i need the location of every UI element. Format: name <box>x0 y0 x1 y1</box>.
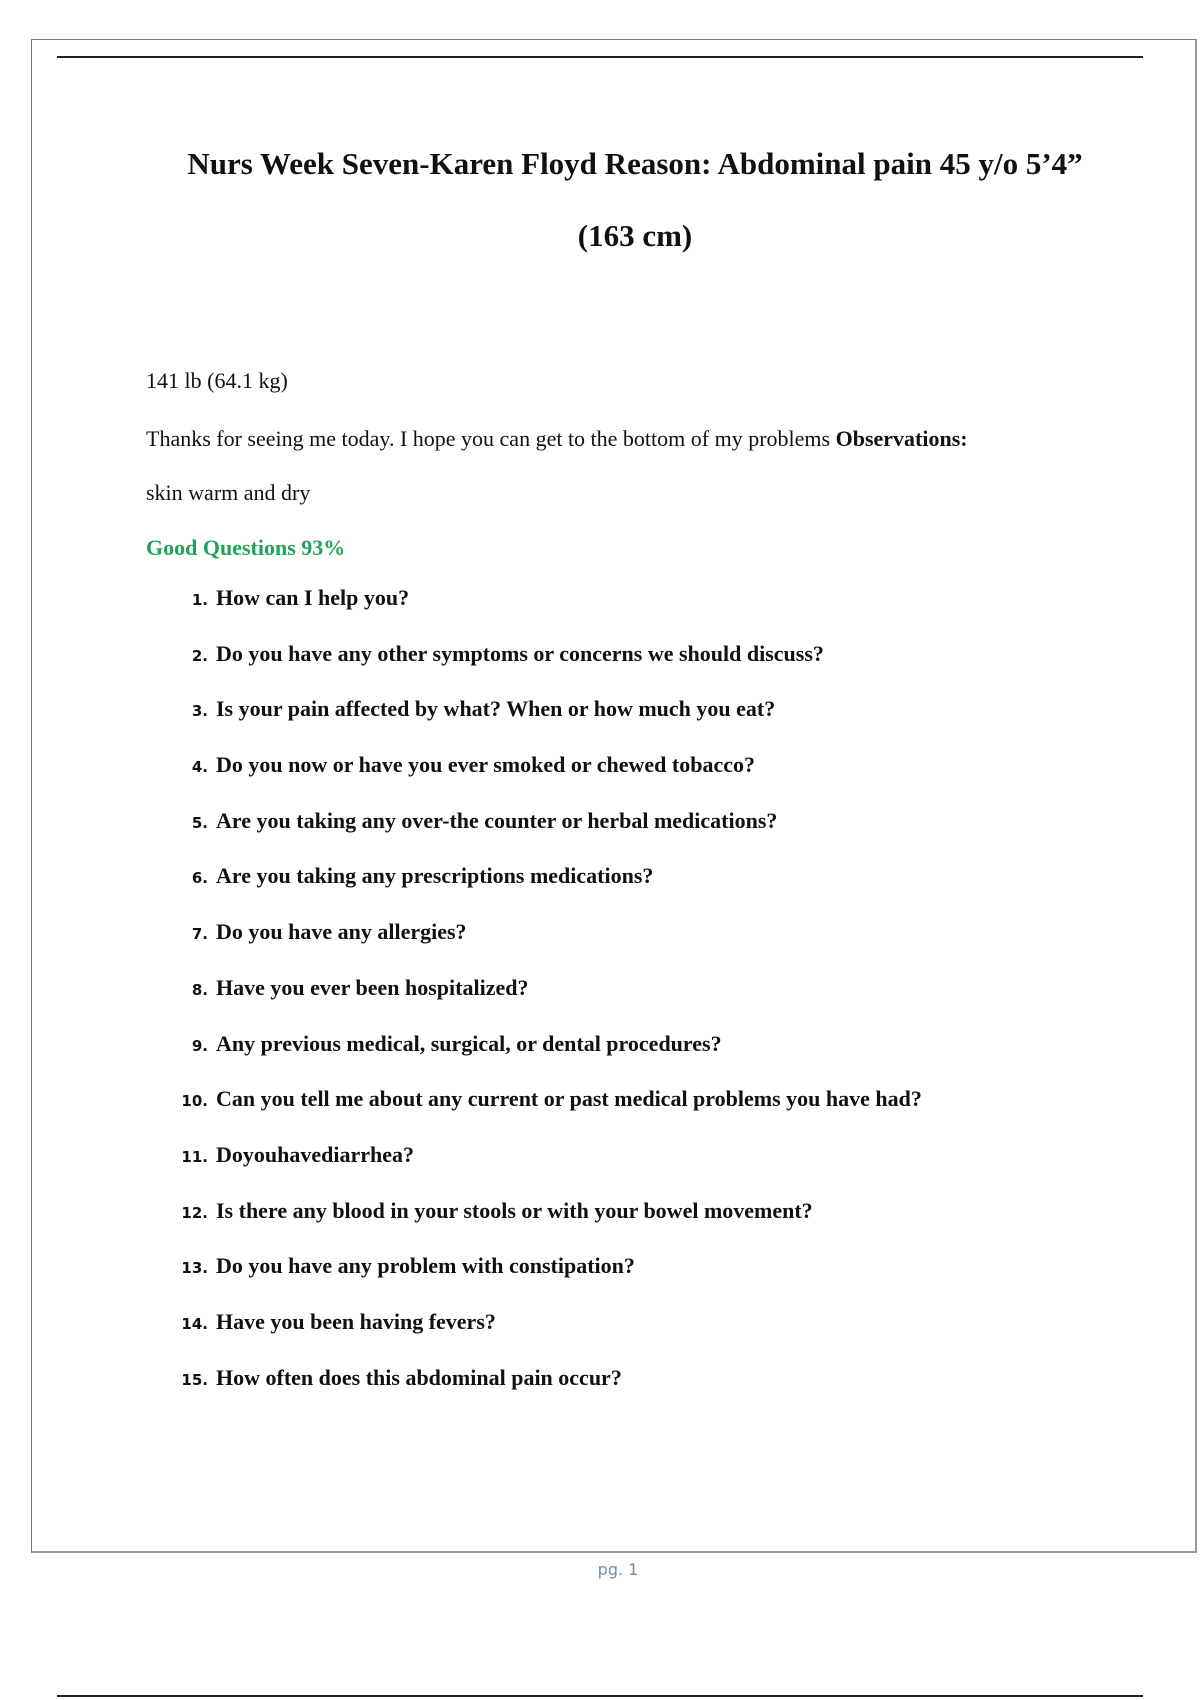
questions-list <box>146 585 922 1420</box>
question-number: 15. <box>181 1370 208 1389</box>
question-item <box>146 1365 922 1421</box>
question-text: Are you taking any over-the counter or herbal medications? <box>216 807 778 833</box>
question-number: 2. <box>191 646 208 665</box>
question-number: 4. <box>191 758 208 777</box>
question-item <box>146 808 922 864</box>
question-text: Doyouhavediarrhea? <box>216 1141 414 1167</box>
document-title-height: (163 cm) <box>577 218 693 253</box>
question-item <box>146 1198 922 1254</box>
question-number: 8. <box>191 980 208 999</box>
document-title: Nurs Week Seven-Karen Floyd Reason: Abdominal pain 45 y/o 5’4” <box>187 146 1083 181</box>
question-text: Do you have any other symptoms or concerns we should discuss? <box>216 640 824 666</box>
patient-greeting <box>146 426 968 452</box>
question-text: Do you now or have you ever smoked or chewed tobacco? <box>216 752 755 778</box>
patient-weight: 141 lb (64.1 kg) <box>146 368 288 393</box>
question-text: Do you have any problem with constipation? <box>216 1253 635 1279</box>
question-number: 13. <box>181 1259 208 1278</box>
question-number: 14. <box>181 1314 208 1333</box>
question-item <box>146 641 922 697</box>
question-text: How often does this abdominal pain occur? <box>216 1364 622 1390</box>
question-text: Have you ever been hospitalized? <box>216 974 529 1000</box>
question-number: 1. <box>191 591 208 609</box>
question-item <box>146 863 922 919</box>
question-text: Are you taking any prescriptions medications? <box>216 863 654 889</box>
question-text: Is your pain affected by what? When or how much you eat? <box>216 696 776 722</box>
observation-text: skin warm and dry <box>146 480 311 505</box>
question-text: Have you been having fevers? <box>216 1308 496 1334</box>
question-number: 12. <box>181 1203 208 1222</box>
question-item <box>146 752 922 808</box>
question-number: 5. <box>191 813 208 832</box>
footer-rule <box>57 1695 1143 1697</box>
question-text: How can I help you? <box>216 585 410 610</box>
question-item <box>146 975 922 1031</box>
question-item <box>146 696 922 752</box>
question-text: Can you tell me about any current or past medical problems you have had? <box>216 1086 922 1112</box>
page-number: pg. 1 <box>597 1560 639 1579</box>
greeting-text: Thanks for seeing me today. I hope you can get to the bottom of my problems <box>146 426 836 451</box>
question-number: 7. <box>191 925 208 944</box>
question-number: 11. <box>181 1147 208 1166</box>
question-item <box>146 1031 922 1087</box>
question-text: Do you have any allergies? <box>216 919 467 945</box>
question-item <box>146 1309 922 1365</box>
question-item <box>146 585 922 641</box>
question-item <box>146 919 922 975</box>
question-number: 3. <box>191 702 208 721</box>
question-item <box>146 1253 922 1309</box>
header-rule <box>57 56 1143 58</box>
question-text: Is there any blood in your stools or with your bowel movement? <box>216 1197 813 1223</box>
question-number: 9. <box>191 1036 208 1055</box>
question-text: Any previous medical, surgical, or dental procedures? <box>216 1030 722 1056</box>
question-item <box>146 1086 922 1142</box>
question-number: 6. <box>191 869 208 888</box>
observations-label: Observations: <box>835 426 968 451</box>
good-questions-heading: Good Questions 93% <box>146 535 346 560</box>
question-number: 10. <box>181 1092 208 1111</box>
question-item <box>146 1142 922 1198</box>
